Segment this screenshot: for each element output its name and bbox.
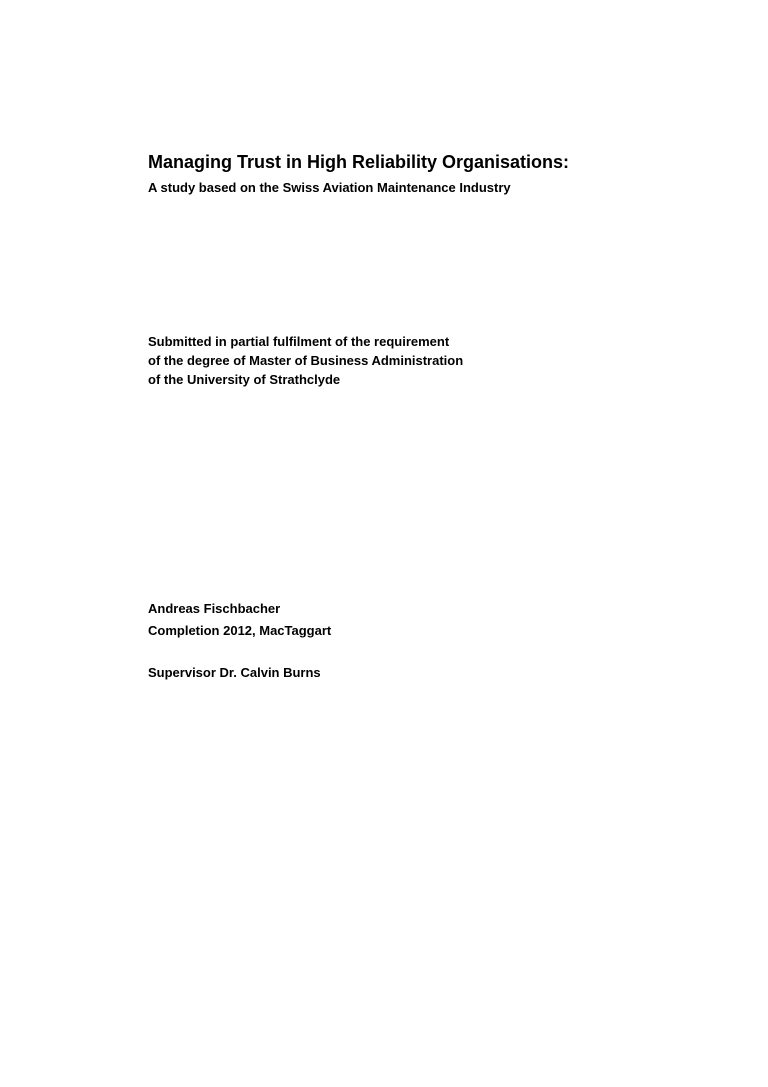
document-subtitle: A study based on the Swiss Aviation Maintenance Industry [148,180,511,195]
submission-line-3: of the University of Strathclyde [148,372,341,387]
document-title: Managing Trust in High Reliability Organisations: [148,152,570,172]
author-block [148,598,331,642]
author-name: Andreas Fischbacher [148,601,281,616]
completion-info: Completion 2012, MacTaggart [148,623,332,638]
supervisor-info: Supervisor Dr. Calvin Burns [148,665,321,680]
submission-line-1: Submitted in partial fulfilment of the requirement [148,334,450,349]
submission-line-2: of the degree of Master of Business Administration [148,353,464,368]
submission-statement [148,332,463,389]
